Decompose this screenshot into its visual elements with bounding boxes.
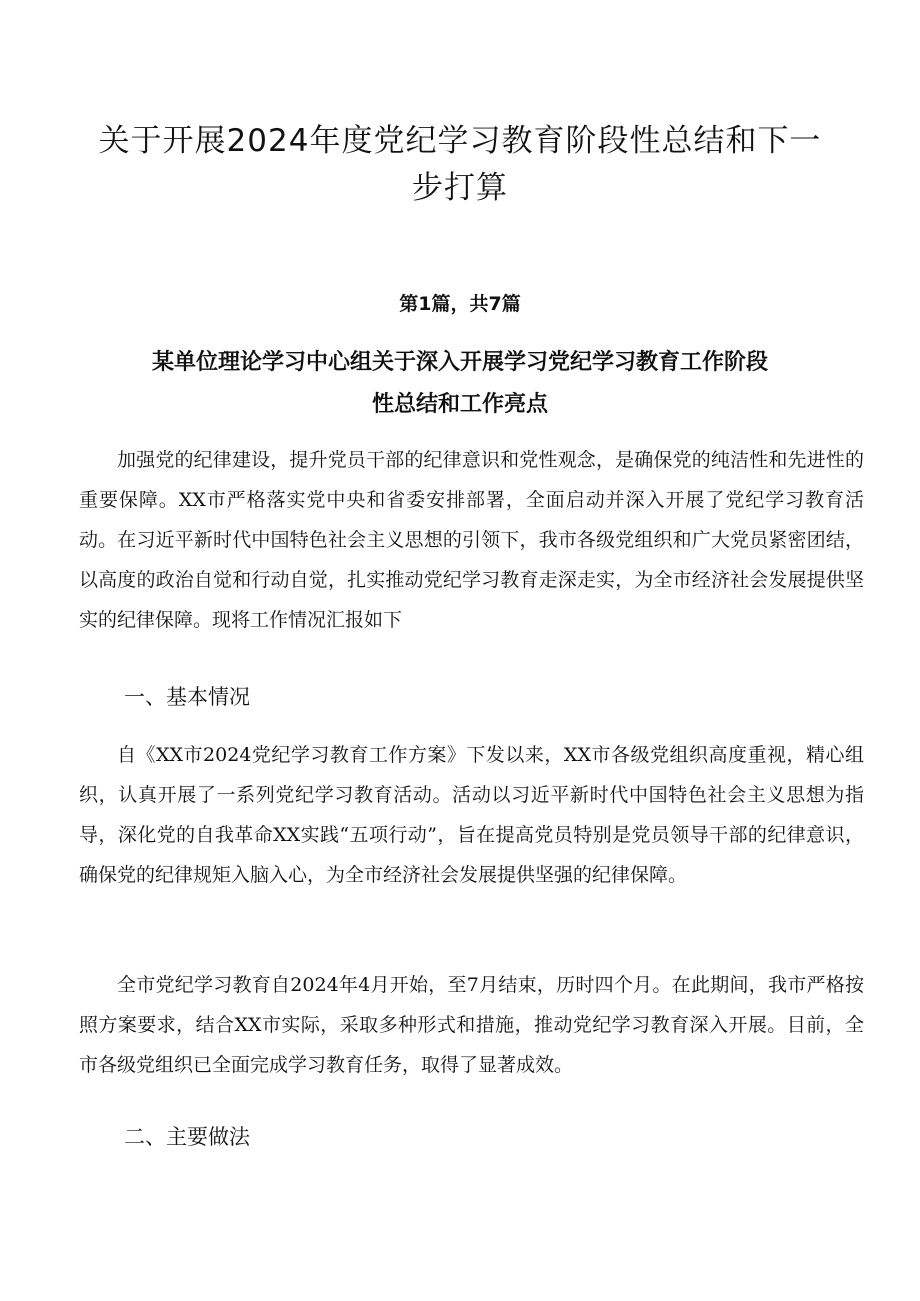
section-heading-main-practices: 二、主要做法 [124, 1125, 250, 1149]
paragraph-basic-situation-2: 全市党纪学习教育自2024年4月开始，至7月结束，历时四个月。在此期间，我市严格按照方案要求，结合XX市实际，采取多种形式和措施，推动党纪学习教育深入开展。目前，全市各级党组织已全面完成学习教育任务，取得了显著成效。 [79, 974, 864, 1076]
paragraph-basic-situation-1: 自《XX市2024党纪学习教育工作方案》下发以来，XX市各级党组织高度重视，精心组织，认真开展了一系列党纪学习教育活动。活动以习近平新时代中国特色社会主义思想为指导，深化党的自我革命XX实践“五项行动”，旨在提高党员特别是党员领导干部的纪律意识，确保党的纪律规矩入脑入心，为全市经济社会发展提供坚强的纪律保障。 [79, 744, 864, 886]
document-title: 关于开展2024年度党纪学习教育阶段性总结和下一步打算 [98, 123, 822, 206]
section-heading-basic-situation: 一、基本情况 [124, 685, 250, 709]
section-subtitle: 某单位理论学习中心组关于深入开展学习党纪学习教育工作阶段性总结和工作亮点 [151, 350, 768, 417]
intro-paragraph: 加强党的纪律建设，提升党员干部的纪律意识和党性观念，是确保党的纯洁性和先进性的重要保障。XX市严格落实党中央和省委安排部署，全面启动并深入开展了党纪学习教育活动。在习近平新时代中国特色社会主义思想的引领下，我市各级党组织和广大党员紧密团结，以高度的政治自觉和行动自觉，扎实推动党纪学习教育走深走实，为全市经济社会发展提供坚实的纪律保障。现将工作情况汇报如下 [79, 449, 864, 631]
part-label: 第1篇，共7篇 [399, 293, 521, 315]
